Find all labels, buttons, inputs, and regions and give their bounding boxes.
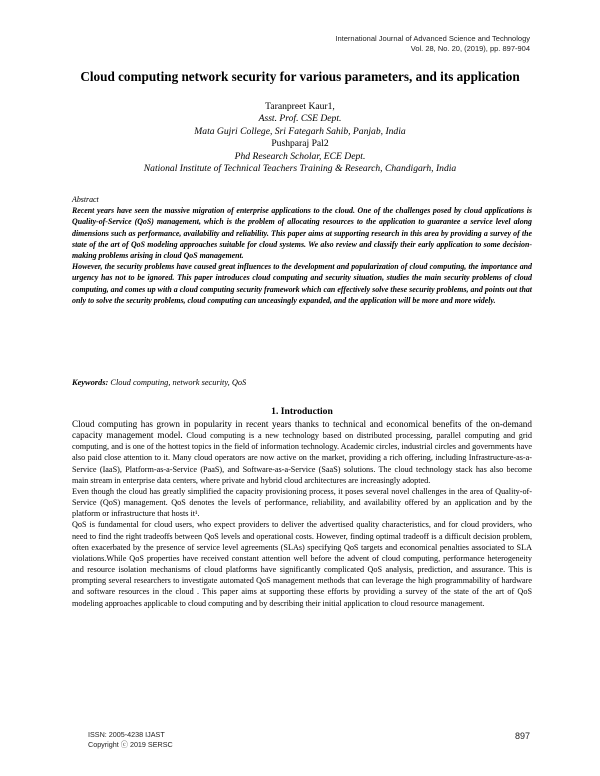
author-affiliation: National Institute of Technical Teachers Training & Research, Chandigarh, India [143,163,457,175]
introduction-body [72,419,532,609]
author-affiliation: Asst. Prof. CSE Dept. [258,113,342,125]
journal-header [335,34,530,54]
copyright-text: Copyright ⓒ 2019 SERSC [88,740,173,749]
keywords-label: Keywords: [72,378,109,387]
author-block [40,101,560,175]
keywords-text: Cloud computing, network security, QoS [110,378,247,387]
body-paragraph [72,419,532,486]
author-affiliation: Phd Research Scholar, ECE Dept. [234,150,366,162]
footer-info [88,730,173,750]
paper-title: Cloud computing network security for various parameters, and its application [80,69,520,84]
keywords-line [72,378,532,387]
abstract-heading: Abstract [72,195,99,204]
author-affiliation: Mata Gujri College, Sri Fategarh Sahib, Panjab, India [194,125,406,137]
author-name: Pushparaj Pal2 [271,138,329,150]
issn-text: ISSN: 2005-4238 IJAST [88,730,165,739]
abstract-paragraph: Recent years have seen the massive migration of enterprise applications to the cloud. One of the challenges posed by cloud applications is Quality-of-Service (QoS) management, which is the problem of allocating resources to the application to guarantee a service level along dimensions such as performance, availability and reliability. This paper aims at supporting research in this area by providing a survey of the state of the art of QoS modeling approaches suitable for cloud systems. We also review and classify their early application to some decision-making problems arising in cloud QoS management. [72,206,532,261]
abstract-paragraph: However, the security problems have caused great influences to the development and popularization of cloud computing, the importance and urgency has not to be ignored. This paper introduces cloud computing and security situation, studies the main security problems of cloud computing, and comes up with a cloud computing security framework which can effectively solve these security problems, and points out that only to solve the security problems, cloud computing can unceasingly expanded, and the application will be more and more widely. [72,262,532,305]
section-heading: 1. Introduction [271,406,333,417]
paragraph-text: Cloud computing is a new technology based on distributed processing, parallel computing and grid computing, and is one of the hottest topics in the field of information technology. Academic circles, industrial circles and governments have also paid close attention to it. Many cloud operators are now active on the market, providing a rich offering, including Infrastructure-as-a-Service (IaaS), Platform-as-a-Service (PaaS), and Software-as-a-Service (SaaS) solutions. The cloud technology stack has also become main stream in enterprise data centers, where private and hybrid cloud architectures are increasingly adopted. [72,431,532,485]
journal-name: International Journal of Advanced Science and Technology [335,34,530,43]
body-paragraph: Even though the cloud has greatly simplified the capacity provisioning process, it poses several novel challenges in the area of Quality-of-Service (QoS) management. QoS denotes the levels of performance, reliability, and availability offered by an application and by the platform or infrastructure that hosts it¹. [72,486,532,519]
lead-sentence: Cloud computing has grown in popularity in recent years thanks to technical and economical benefits of the on-demand capacity management model. [72,419,532,441]
author-name: Taranpreet Kaur1, [265,101,335,112]
abstract-section [72,194,532,306]
body-paragraph: QoS is fundamental for cloud users, who expect providers to deliver the advertised quality characteristics, and for cloud providers, who need to find the right tradeoffs between QoS levels and operational costs. However, finding optimal tradeoff is a difficult decision problem, often exacerbated by the presence of service level agreements (SLAs) specifying QoS targets and economical penalties associated to SLA violations.While QoS properties have received constant attention well before the advent of cloud computing, performance heterogeneity and resource isolation mechanisms of cloud platforms have significantly complicated QoS analysis, prediction, and assurance. This is prompting several researchers to investigate automated QoS management methods that can leverage the high programmability of hardware and software resources in the cloud . This paper aims at supporting these efforts by providing a survey of the state of the art of QoS modeling approaches applicable to cloud computing and by describing their initial application to cloud resource management. [72,520,532,608]
journal-volume: Vol. 28, No. 20, (2019), pp. 897-904 [410,44,530,53]
page-number: 897 [514,731,530,741]
